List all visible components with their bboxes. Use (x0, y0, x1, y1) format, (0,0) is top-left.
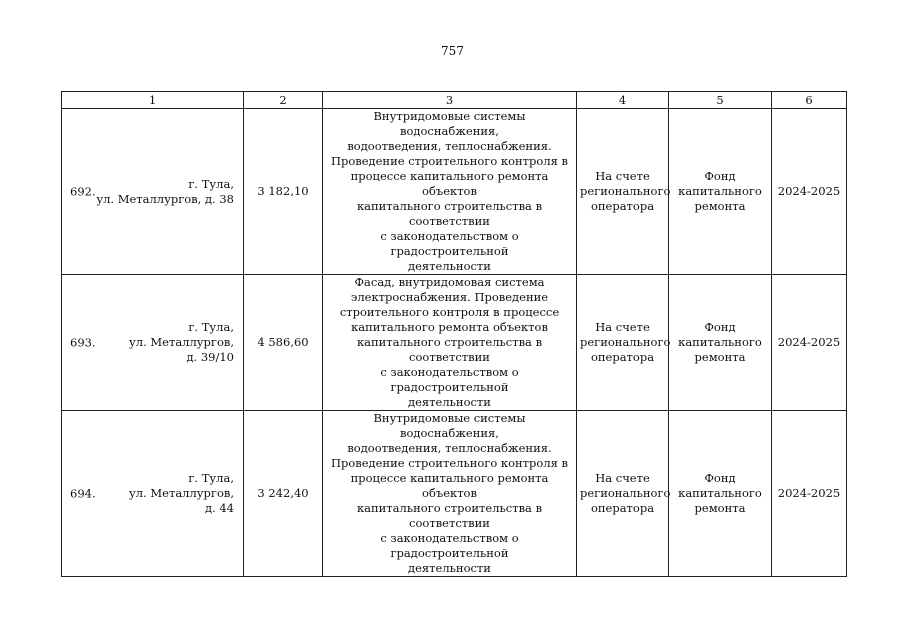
amount-cell: 4 586,60 (244, 275, 323, 411)
account-cell (577, 275, 669, 411)
works-line: Проведение строительного контроля в (330, 154, 569, 168)
works-cell (323, 411, 577, 577)
works-line: Проведение строительного контроля в (330, 456, 569, 470)
works-line: капитального строительства в соответствии (356, 501, 543, 530)
header-col-3: 3 (323, 92, 577, 109)
address-line: г. Тула, (188, 176, 234, 191)
period-cell: 2024-2025 (772, 275, 847, 411)
account-line: регионального (580, 184, 671, 198)
works-line: с законодательством о градостроительной (380, 531, 519, 560)
works-line: строительного контроля в процессе (339, 305, 560, 319)
works-line: капитального ремонта объектов (351, 320, 548, 334)
header-col-6: 6 (772, 92, 847, 109)
account-line: регионального (580, 486, 671, 500)
address-line: ул. Металлургов, (129, 486, 234, 500)
fund-cell (669, 109, 772, 275)
header-col-4: 4 (577, 92, 669, 109)
works-line: деятельности (408, 561, 491, 575)
address-cell (62, 109, 244, 275)
header-col-5: 5 (669, 92, 772, 109)
works-cell (323, 275, 577, 411)
works-line: капитального строительства в соответствии (356, 199, 543, 228)
fund-line: капитального (678, 486, 762, 500)
address-cell (62, 411, 244, 577)
period-cell: 2024-2025 (772, 411, 847, 577)
works-line: Внутридомовые системы водоснабжения, (373, 411, 526, 440)
table-row (62, 275, 847, 411)
fund-line: Фонд (704, 169, 736, 183)
address-line: г. Тула, (188, 320, 234, 334)
account-line: На счете (595, 169, 650, 183)
works-line: Фасад, внутридомовая система (354, 275, 545, 289)
works-line: процессе капитального ремонта объектов (350, 471, 549, 500)
fund-line: Фонд (704, 320, 736, 334)
amount-cell: 3 182,10 (244, 109, 323, 275)
works-line: процессе капитального ремонта объектов (350, 169, 549, 198)
works-line: деятельности (408, 395, 491, 409)
account-line: оператора (590, 350, 655, 364)
amount-cell: 3 242,40 (244, 411, 323, 577)
fund-line: Фонд (704, 471, 736, 485)
fund-line: ремонта (694, 350, 746, 364)
fund-cell (669, 411, 772, 577)
capital-repair-table (61, 91, 847, 577)
address-line: д. 39/10 (186, 350, 234, 364)
address-line: ул. Металлургов, д. 38 (96, 191, 234, 206)
works-line: электроснабжения. Проведение (350, 290, 549, 304)
table-row (62, 109, 847, 275)
table-row (62, 411, 847, 577)
address-line: д. 44 (204, 501, 234, 515)
works-line: с законодательством о градостроительной (380, 365, 519, 394)
account-cell (577, 109, 669, 275)
header-row (62, 92, 847, 109)
works-line: деятельности (408, 259, 491, 273)
fund-line: капитального (678, 184, 762, 198)
works-line: Внутридомовые системы водоснабжения, (373, 109, 526, 138)
page-number: 757 (441, 44, 464, 58)
works-line: водоотведения, теплоснабжения. (347, 139, 552, 153)
fund-line: ремонта (694, 501, 746, 515)
account-cell (577, 411, 669, 577)
header-col-2: 2 (244, 92, 323, 109)
account-line: оператора (590, 501, 655, 515)
works-cell (323, 109, 577, 275)
row-number: 693. (70, 335, 96, 349)
account-line: регионального (580, 335, 671, 349)
fund-line: капитального (678, 335, 762, 349)
address-cell (62, 275, 244, 411)
row-number: 692. (70, 184, 96, 198)
account-line: оператора (590, 199, 655, 213)
period-cell: 2024-2025 (772, 109, 847, 275)
fund-line: ремонта (694, 199, 746, 213)
account-line: На счете (595, 320, 650, 334)
account-line: На счете (595, 471, 650, 485)
address-line: г. Тула, (188, 471, 234, 485)
row-number: 694. (70, 486, 96, 500)
works-line: с законодательством о градостроительной (380, 229, 519, 258)
header-col-1: 1 (62, 92, 244, 109)
fund-cell (669, 275, 772, 411)
works-line: капитального строительства в соответствии (356, 335, 543, 364)
works-line: водоотведения, теплоснабжения. (347, 441, 552, 455)
address-line: ул. Металлургов, (129, 335, 234, 349)
